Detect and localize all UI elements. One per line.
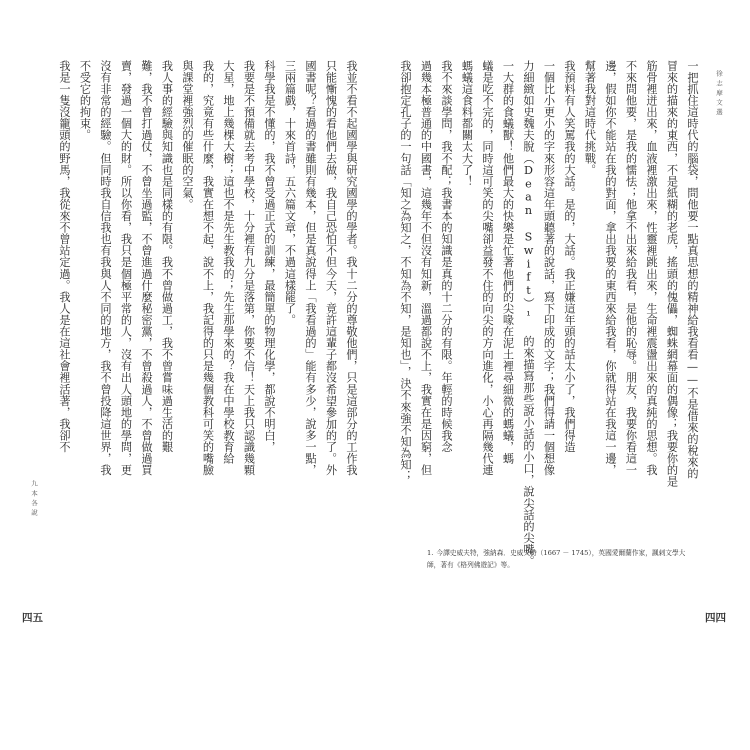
left-line: 我人事的經驗與知識也是同樣的有限。我不曾做過工，我不曾嘗味過生活的艱 [160,60,174,453]
right-line: 力細緻如史魏夫脫（Dean Swift）¹ 的來描寫那些說小話的小口，說尖話的尖嘴。 [522,60,535,567]
right-line: 冒來的描來的東西，不是紙糊的老虎，搖頭的傀儡，蜘蛛網幕面的偶像；我要你的是 [665,60,679,488]
left-line: 難，我不曾打過仗，不曾坐過監，不曾進過什麼秘密黨，不曾殺過人，不曾做過買 [140,60,153,476]
left-page-number: 四五 [22,612,43,624]
right-running-head: 徐 志 摩 文 選 [715,70,723,116]
left-line: 我是一隻沒籠頭的野馬，我從來不曾站定過。我人是在這社會裡活著，我卻不 [58,60,71,453]
left-line: 三兩篇戲，十來首詩，五六篇文章，不過這樣罷了。 [283,60,297,326]
right-page-number: 四四 [705,612,726,624]
right-line: 我預料有人笑罵我的大話。是的，大話。我正嫌這年頭的話太小了，我們得造 [563,60,576,453]
left-line: 只能慚愧的看他們去做，我自己恐怕不但今天，竟許這輩子都沒希望參加的了。外 [324,60,338,476]
right-line: 一大群的食蟻獸！他們最大的快樂是忙著他們的尖喙在泥土裡尋細微的螞蟻，螞 [501,60,515,465]
footnote-text: 今譯史威夫特，強納森．史威夫特（1667 － 1745），英國愛爾蘭作家，諷刺文學大師，著有《格列佛遊記》等。 [427,549,686,569]
right-line: 邊，假如你不能站在我的對面，拿出我要的東西來給我看，你就得站在我這一邊， [604,60,617,476]
left-line: 大星，地上幾棵大樹；這也不是先生教我的；先生那學來的？我在中學校教育給 [222,60,235,465]
right-line: 我不來談學問，我不配；我書本的知識是真的十二分的有限。年輕的時候我念 [440,60,453,453]
left-line: 與課堂裡強烈的催眠的空氣。 [181,60,194,211]
footnote [427,547,697,571]
left-line: 我的，究竟有些什麼，我實在想不起，說不上，我記得的只是幾個教科可笑的嘴臉 [201,60,215,476]
footnote-number: 1. [427,549,434,557]
right-line: 一把抓住這時代的腦袋，問他要一點真思想的精神給我看看——不是借來的稅來的 [686,60,699,480]
left-line: 不受它的拘束。 [78,60,92,141]
right-page [375,0,750,750]
right-line: 幫著我對這時代挑戰。 [583,60,597,176]
left-line: 我並不看不起國學與研究國學的學者。我十二分的尊敬他們，只是這部分的工作我 [345,60,358,476]
left-line: 沒有非常的經驗。但同時我自信我也有我與人不同的地方，我不曾投降這世界，我 [99,60,112,476]
right-line: 不來問他要，是我的懦怯；他拿不出來給我看，是他的恥辱。朋友，我要你看這一 [624,60,638,476]
left-page-body [54,60,362,660]
right-line: 螞蟻這食料都關太大了！ [460,60,474,188]
right-line: 我卻抱定孔子的一句話「知之為知之，不知為不知，是知也」，決不來強不知為知； [399,60,412,482]
left-running-head: 九 本 各 說 [30,480,38,516]
right-line: 筋骨裡迸出來，血液裡激出來，性靈裡跳出來，生命裡震盪出來的真純的思想。我 [645,60,658,476]
right-line: 過幾本極普通的中國書，這幾年不但沒有知新，溫過都說不上，我實在是因窮，但 [419,60,433,476]
left-line: 我要是不預備就去考中學校，十分裡有九分是落第，你要不信！天上我只認識幾顆 [242,60,256,476]
right-line: 一個比小更小的字來形容這年頭聽著的說話，寫下印成的文字；我們得請一個想像 [542,60,556,476]
right-page-body [395,60,703,567]
left-line: 科學我是不懂的，我不曾受過正式的訓練，最簡單的物理化學，都說不明白， [263,60,276,453]
left-line: 賣，發過一個大的財。所以你看，我只是個極平常的人，沒有出人頭地的學問，更 [119,60,133,476]
right-line: 蟻是吃不完的，同時這可笑的尖嘴卻益發不住的向尖的方向進化，小心再隔幾代連 [481,60,494,476]
left-line: 國書呢？看過的書雖則有幾本，但是真說得上「我看過的」能有多少，說多一點， [304,60,317,476]
